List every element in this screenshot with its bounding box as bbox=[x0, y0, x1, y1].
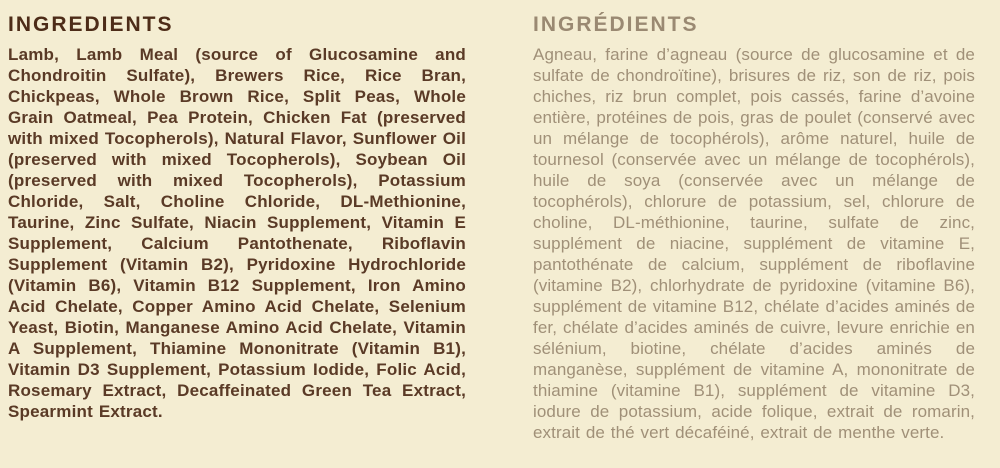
ingredients-fr-text: Agneau, farine d’agneau (source de glucosamine et de sulfate de chondroïtine), brisures de riz, son de riz, pois chiches, riz brun complet, pois cassés, farine d’avoine entière, protéines de pois, gras de poulet (conservé avec un mélange de tocophérols), arôme naturel, huile de tournesol (conservée avec un mélange de tocophérols), huile de soya (conservée avec un mélange de tocophérols), chlorure de potassium, sel, chlorure de choline, DL-méthionine, taurine, sulfate de zinc, supplément de niacine, supplément de vitamine E, pantothénate de calcium, supplément de riboflavine (vitamine B2), chlorhydrate de pyridoxine (vitamine B6), supplément de vitamine B12, chélate d’acides aminés de fer, chélate d’acides aminés de cuivre, levure enrichie en sélénium, biotine, chélate d’acides aminés de manganèse, supplément de vitamine A, mononitrate de thiamine (vitamine B1), supplément de vitamine D3, iodure de potassium, acide folique, extrait de romarin, extrait de thé vert décaféiné, extrait de menthe verte. bbox=[533, 45, 975, 442]
ingredients-en-text: Lamb, Lamb Meal (source of Glucosamine and Chondroitin Sulfate), Brewers Rice, Rice Bran, Chickpeas, Whole Brown Rice, Split Peas, Whole Grain Oatmeal, Pea Protein, Chicken Fat (preserved with mixed Tocopherols), Natural Flavor, Sunflower Oil (preserved with mixed Tocopherols), Soybean Oil (preserved with mixed Tocopherols), Potassium Chloride, Salt, Choline Chloride, DL-Methionine, Taurine, Zinc Sulfate, Niacin Supplement, Vitamin E Supplement, Calcium Pantothenate, Riboflavin Supplement (Vitamin B2), Pyridoxine Hydrochloride (Vitamin B6), Vitamin B12 Supplement, Iron Amino Acid Chelate, Copper Amino Acid Chelate, Selenium Yeast, Biotin, Manganese Amino Acid Chelate, Vitamin A Supplement, Thiamine Mononitrate (Vitamin B1), Vitamin D3 Supplement, Potassium Iodide, Folic Acid, Rosemary Extract, Decaffeinated Green Tea Extract, Spearmint Extract. bbox=[8, 45, 466, 421]
ingredients-en-heading: INGREDIENTS bbox=[8, 13, 174, 36]
ingredients-fr-section bbox=[533, 13, 975, 443]
ingredients-en-section bbox=[8, 13, 466, 422]
ingredients-fr-heading: INGRÉDIENTS bbox=[533, 13, 699, 36]
